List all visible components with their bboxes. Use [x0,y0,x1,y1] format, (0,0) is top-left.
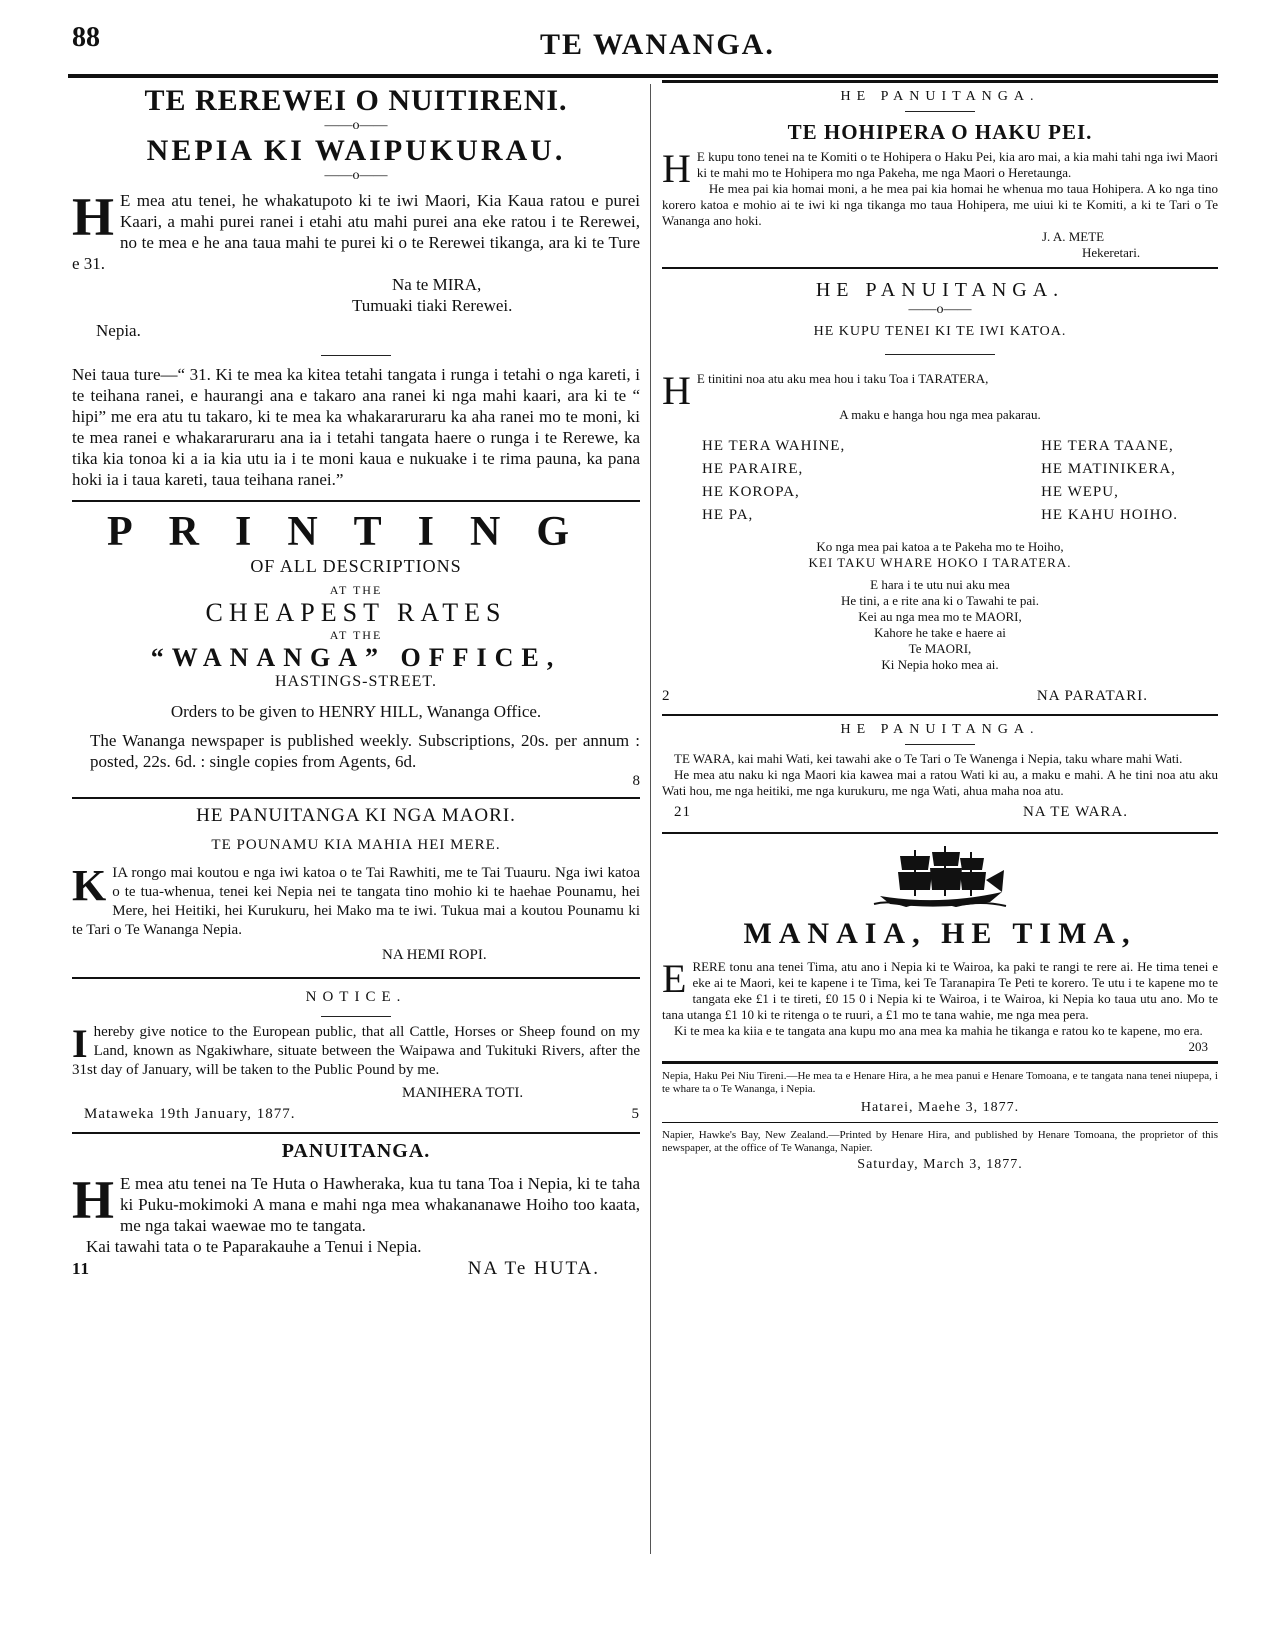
ship-illustration [662,840,1218,917]
greenstone-body: IA rongo mai koutou e nga iwi katoa o te Tai Rawhiti, me te Tai Tuauru. Nga iwi katoa o te tua-whenua, tenei kei Nepia nei te tangata tino mohio ki te haehae Pounamu, hei Mere, hei Heitiki, hei Kurukuru, hei Mako ma te iwi. Tukua mai a koutou Pounamu ki te Tari o Te Wananga Nepia. [72,865,640,938]
divider [321,1016,391,1017]
greenstone-notice [72,805,640,965]
huta-signed: NA Te HUTA. [467,1258,600,1279]
notice-ref: 5 [631,1106,640,1122]
printing-ref: 8 [632,773,640,789]
ship-icon [870,840,1010,912]
store-line2: KEI TAKU WHARE HOKO I TARATERA. [808,555,1072,570]
divider [72,1132,640,1134]
watch-notice [662,722,1218,824]
steamer-advert [662,840,1218,1055]
imprint-date-maori: Hatarei, Maehe 3, 1877. [860,1100,1020,1115]
drop-cap: I [72,1021,88,1066]
divider [662,832,1218,834]
store-advert [662,279,1218,708]
store-subheading: HE KUPU TENEI KI TE IWI KATOA. [813,324,1067,339]
hospital-body: E kupu tono tenei na te Komiti o te Hohipera o Haku Pei, kia aro mai, a kia mahi tahi nga iwi Maori ki te mahi mo te Hohipera mo nga Pakeha, me nga Maori o Heretaunga. [696,149,1218,180]
store-item: HE PA, [702,507,754,523]
steamer-body: RERE tonu ana tenei Tima, atu ano i Nepia ki te Wairoa, ka paki te rangi te rere ai. He tima tenei e eke ai te Maori, kei te kapene i te Tima, kei Te Taranapira Te Peti te korero. Te utu i te kapene mo te tangata eke £1 i te tireti, £0 15 0 i Nepia ki te Wairoa, i te Wairoa, ki Nepia ko taua utu ano. Mo te tana utanga £1 10 ki te ritenga o te ruuri, a £1 mo te tana wahie, me nga mea pera. [662,959,1218,1022]
hospital-heading: TE HOHIPERA O HAKU PEI. [787,120,1093,144]
watch-body2: He mea atu naku ki nga Maori kia kawea mai a ratou Wati ki au, a maku e mahi. A he tini noa atu aku Wati hou, me nga heitiki, me nga kurukuru, me nga Wati, ahua maha noa atu. [662,767,1218,798]
railway-subheading: NEPIA KI WAIPUKURAU. [146,134,566,167]
hospital-signed-title: Hekeretari. [1082,245,1141,260]
store-line6: Kahore he take e haere ai [874,625,1006,640]
railway-place: Nepia. [96,321,141,340]
greenstone-heading: HE PANUITANGA KI NGA MAORI. [196,805,516,826]
store-line8: Ki Nepia hoko mea ai. [881,657,999,672]
huta-heading: PANUITANGA. [281,1140,431,1162]
steamer-body2: Ki te mea ka kiia e te tangata ana kupu mo ana mea ka mahia he tikanga e ratou ko te kapene, mo era. [674,1023,1203,1038]
printing-line1: OF ALL DESCRIPTIONS [250,556,462,576]
store-item: HE MATINIKERA, [1041,461,1176,477]
cattle-notice [72,989,640,1126]
greenstone-signed: NA HEMI ROPI. [382,947,487,963]
printing-info: The Wananga newspaper is published weekly. Subscriptions, 20s. per annum : posted, 22s. 6d. : single copies from Agents, 6d. [90,731,640,771]
ornament: ——o—— [908,302,972,317]
store-body: E tinitini noa atu aku mea hou i taku Toa i TARATERA, [696,371,989,386]
steamer-heading: MANAIA, HE TIMA, [743,917,1137,950]
drop-cap: H [662,368,691,413]
ornament: ——o—— [324,168,388,183]
notice-date: Mataweka 19th January, 1877. [84,1106,296,1122]
huta-notice [72,1140,640,1280]
drop-cap: H [662,146,691,191]
hospital-signed: J. A. METE [1042,229,1105,244]
divider [885,354,995,355]
divider [321,355,391,356]
railway-heading: TE REREWEI O NUITIRENI. [144,84,568,117]
printing-line2: AT THE [329,583,383,597]
printing-line3: CHEAPEST RATES [205,598,507,627]
imprint [662,1070,1218,1173]
ornament: ——o—— [324,118,388,133]
printing-line4: AT THE [329,628,383,642]
watch-body: TE WARA, kai mahi Wati, kei tawahi ake o Te Tari o Te Wanenga i Nepia, taku whare mahi Wati. [674,751,1183,766]
divider [662,1122,1218,1123]
page-number: 88 [72,22,100,53]
railway-signed-title: Tumuaki tiaki Rerewei. [352,296,513,315]
railway-signed: Na te MIRA, [392,275,482,294]
store-line3: E hara i te utu nui aku mea [870,577,1010,592]
store-body2: A maku e hanga hou nga mea pakarau. [839,407,1041,422]
store-item: HE TERA WAHINE, [702,438,846,454]
divider [72,797,640,799]
watch-heading: HE PANUITANGA. [840,722,1040,737]
huta-ref: 11 [72,1259,91,1278]
divider [72,500,640,502]
top-rule [68,74,1218,78]
store-item: HE TERA TAANE, [1041,438,1174,454]
divider [662,1061,1218,1064]
store-line1: Ko nga mea pai katoa a te Pakeha mo te Hoiho, [816,539,1064,554]
hospital-body2: He mea pai kia homai moni, a he mea pai kia homai he whenua mo taua Hohipera. A ko nga tino korero katoa e mohio ai te iwi ki nga tikanga mo taua Hohipera, me uiui ki te Komiti, a ki te Tari o Te Wananga ano hoki. [662,181,1218,228]
divider [662,714,1218,716]
imprint-maori: Nepia, Haku Pei Niu Tireni.—He mea ta e Henare Hira, a he mea panui e Henare Tomoana, e te tangata nana tenei niupepa, i te whare ta o Te Wananga, i Nepia. [662,1070,1218,1095]
notice-body: hereby give notice to the European public, that all Cattle, Horses or Sheep found on my Land, known as Ngakiwhare, situate between the Waipawa and Tukituki Rivers, after the 31st day of January, will be taken to the Public Pound by me. [72,1024,640,1078]
greenstone-subheading: TE POUNAMU KIA MAHIA HEI MERE. [211,837,501,853]
store-line5: Kei au nga mea mo te MAORI, [858,609,1022,624]
railway-law: Nei taua ture—“ 31. Ki te mea ka kitea tetahi tangata i runga i tetahi o nga kareti, i te teihana ranei, e haurangi ana e takaro ana ranei ki nga mahi kaari, ara ki te “ hipi” me era atu tu takaro, ki te mea ka whakararuraru ka aha ranei mo te moni, ki te mea ranei e whakararuraru ana ia i tetahi tangata haere o runga i te Rerewe, ka tika kia tonoa ki a ia kia utu ia i te moni kaua e nukuake i te rima pauna, ka pana hoki ia i taua kareti, taua teihana ranei.” [72,365,640,489]
left-column [72,80,640,1280]
right-column [662,80,1218,1173]
divider [72,977,640,979]
divider [662,267,1218,269]
hospital-notice [662,89,1218,261]
watch-signed: NA TE WARA. [1022,804,1128,820]
imprint-date-english: Saturday, March 3, 1877. [857,1157,1023,1172]
newspaper-title: TE WANANGA. [540,28,775,61]
huta-body2: Kai tawahi tata o te Paparakauhe a Tenui i Nepia. [86,1237,422,1256]
store-line4: He tini, a e rite ana ki o Tawahi te pai. [840,593,1040,608]
store-item: HE WEPU, [1041,484,1119,500]
drop-cap: H [72,1170,115,1230]
divider [662,80,1218,83]
store-item: HE KAHU HOIHO. [1041,507,1178,523]
divider [905,111,975,112]
drop-cap: H [72,187,115,247]
printing-line5: “WANANGA” OFFICE, [150,643,562,672]
divider [905,744,975,745]
printing-advert [72,508,640,791]
watch-ref: 21 [674,804,691,820]
notice-signed: MANIHERA TOTI. [402,1085,524,1101]
notice-heading: NOTICE. [305,989,407,1005]
railway-notice [72,84,640,490]
printing-line6: HASTINGS-STREET. [275,673,437,690]
store-signed: NA PARATARI. [1036,688,1148,704]
store-heading: HE PANUITANGA. [815,279,1065,301]
store-item: HE KOROPA, [702,484,800,500]
hospital-top: HE PANUITANGA. [840,89,1040,104]
printing-heading: PRINTING [106,509,606,555]
railway-body: E mea atu tenei, he whakatupoto ki te iwi Maori, Kia Kaua ratou e purei Kaari, a mahi purei ranei i etahi atu mahi purei ana eke ratou i te Rerewei, no te mea e he ana taua mahi te purei ki o te Rerewei tikanga, ara ki te Ture e 31. [72,191,640,273]
imprint-english: Napier, Hawke's Bay, New Zealand.—Printed by Henare Hira, and published by Henare Tomoana, the proprietor of this newspaper, at the office of Te Wananga, Napier. [662,1129,1218,1154]
store-ref: 2 [662,688,671,704]
drop-cap: E [662,956,687,1001]
steamer-ref: 203 [1188,1039,1208,1054]
huta-body: E mea atu tenei na Te Huta o Hawheraka, kua tu tana Toa i Nepia, ki te taha ki Puku-mokimoki A mana e mahi nga mea whakananawe Hoiho too kaata, me nga takai waewae mo te tangata. [120,1174,640,1235]
column-divider [650,84,651,1554]
store-item: HE PARAIRE, [702,461,804,477]
drop-cap: K [72,861,107,910]
store-line7: Te MAORI, [908,641,972,656]
printing-orders: Orders to be given to HENRY HILL, Wananga Office. [170,702,542,721]
